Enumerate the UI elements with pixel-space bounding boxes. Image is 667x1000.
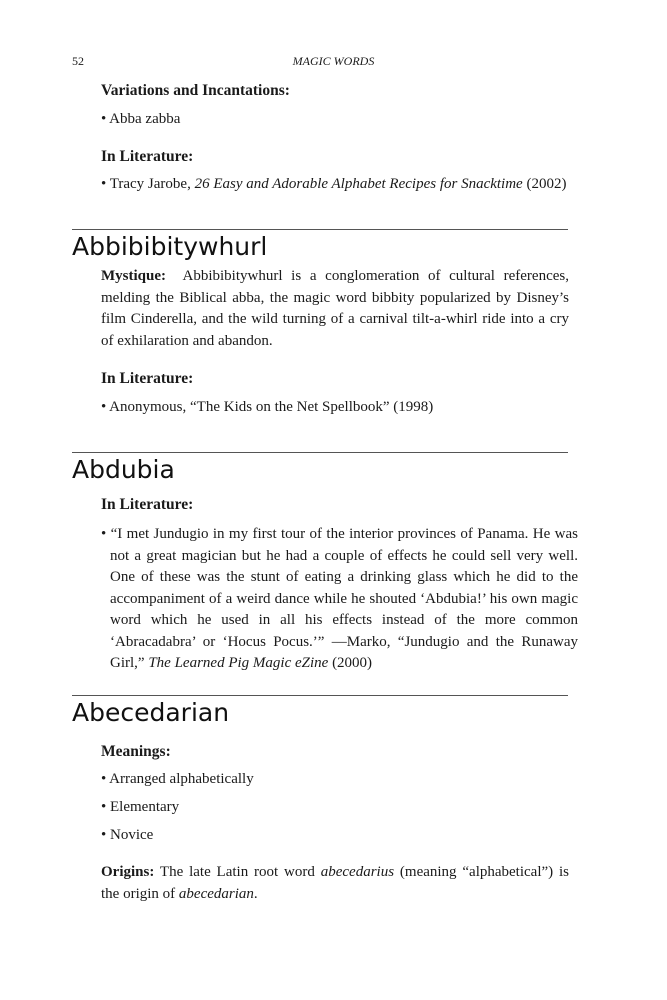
prev-lit-title: 26 Easy and Adorable Alphabet Recipes for Snacktime (194, 176, 523, 192)
origins-text-2: (meaning “alphabetical”) is the origin of (101, 864, 569, 902)
quote-year: (2000) (328, 655, 373, 671)
meanings-heading: Meanings: (101, 743, 171, 760)
quote-text: • “I met Jundugio in my first tour of the interior provinces of Panama. He was not a great magician but he had a couple of effects he could sell very well. One of these was the stunt of eating a drinking glass which he did to the accompaniment of a weird dance while he shouted ‘Abdubia!’ his own magic word which he used in all his effects instead of the more common ‘Abracadabra’ or ‘Hocus Pocus.’” —Marko, “Jundugio and the Runaway Girl,” (101, 526, 578, 671)
entry-title-abecedarian: Abecedarian (72, 698, 230, 727)
entry-title-abdubia: Abdubia (72, 455, 175, 484)
running-head: MAGIC WORDS (292, 54, 375, 68)
variations-item: • Abba zabba (101, 111, 181, 127)
abbi-lit-heading: In Literature: (101, 370, 194, 387)
prev-lit-year: (2002) (522, 176, 567, 192)
rule-abdubia (72, 452, 568, 453)
abdubia-quote (101, 524, 578, 675)
abbibibitywhurl-mystique (101, 266, 569, 352)
origins-word: abecedarius (320, 864, 395, 880)
meaning-item: • Elementary (101, 799, 180, 815)
variations-heading: Variations and Incantations: (101, 82, 290, 99)
meaning-item: • Novice (101, 827, 154, 843)
rule-abbibibitywhurl (72, 229, 568, 230)
mystique-label: Mystique: (101, 268, 166, 284)
rule-abecedarian (72, 695, 568, 696)
origins-word-2: abecedarian (178, 885, 254, 902)
origins-paragraph (101, 862, 569, 905)
page-number: 52 (72, 54, 84, 68)
prev-lit-author: • Tracy Jarobe, (101, 176, 195, 192)
quote-source: The Learned Pig Magic eZine (148, 655, 329, 671)
meaning-item: • Arranged alphabetically (101, 771, 254, 787)
mystique-text: Abbibibitywhurl is a conglomeration of cultural references, melding the Biblical abba, the magic word bibbity popularized by Disney’s film Cinderella, and the wild turning of a carnival tilt-a-whirl ride into a cry of exhilaration and abandon. (101, 268, 569, 349)
prev-lit-heading: In Literature: (101, 148, 194, 165)
abdubia-lit-heading: In Literature: (101, 496, 194, 513)
origins-text-1: The late Latin root word (154, 864, 321, 880)
prev-lit-item (101, 176, 566, 193)
entry-title-abbibibitywhurl: Abbibibitywhurl (72, 232, 268, 261)
origins-label: Origins: (101, 864, 155, 880)
origins-end: . (253, 885, 258, 902)
abbi-lit-item: • Anonymous, “The Kids on the Net Spellbook” (1998) (101, 399, 434, 415)
